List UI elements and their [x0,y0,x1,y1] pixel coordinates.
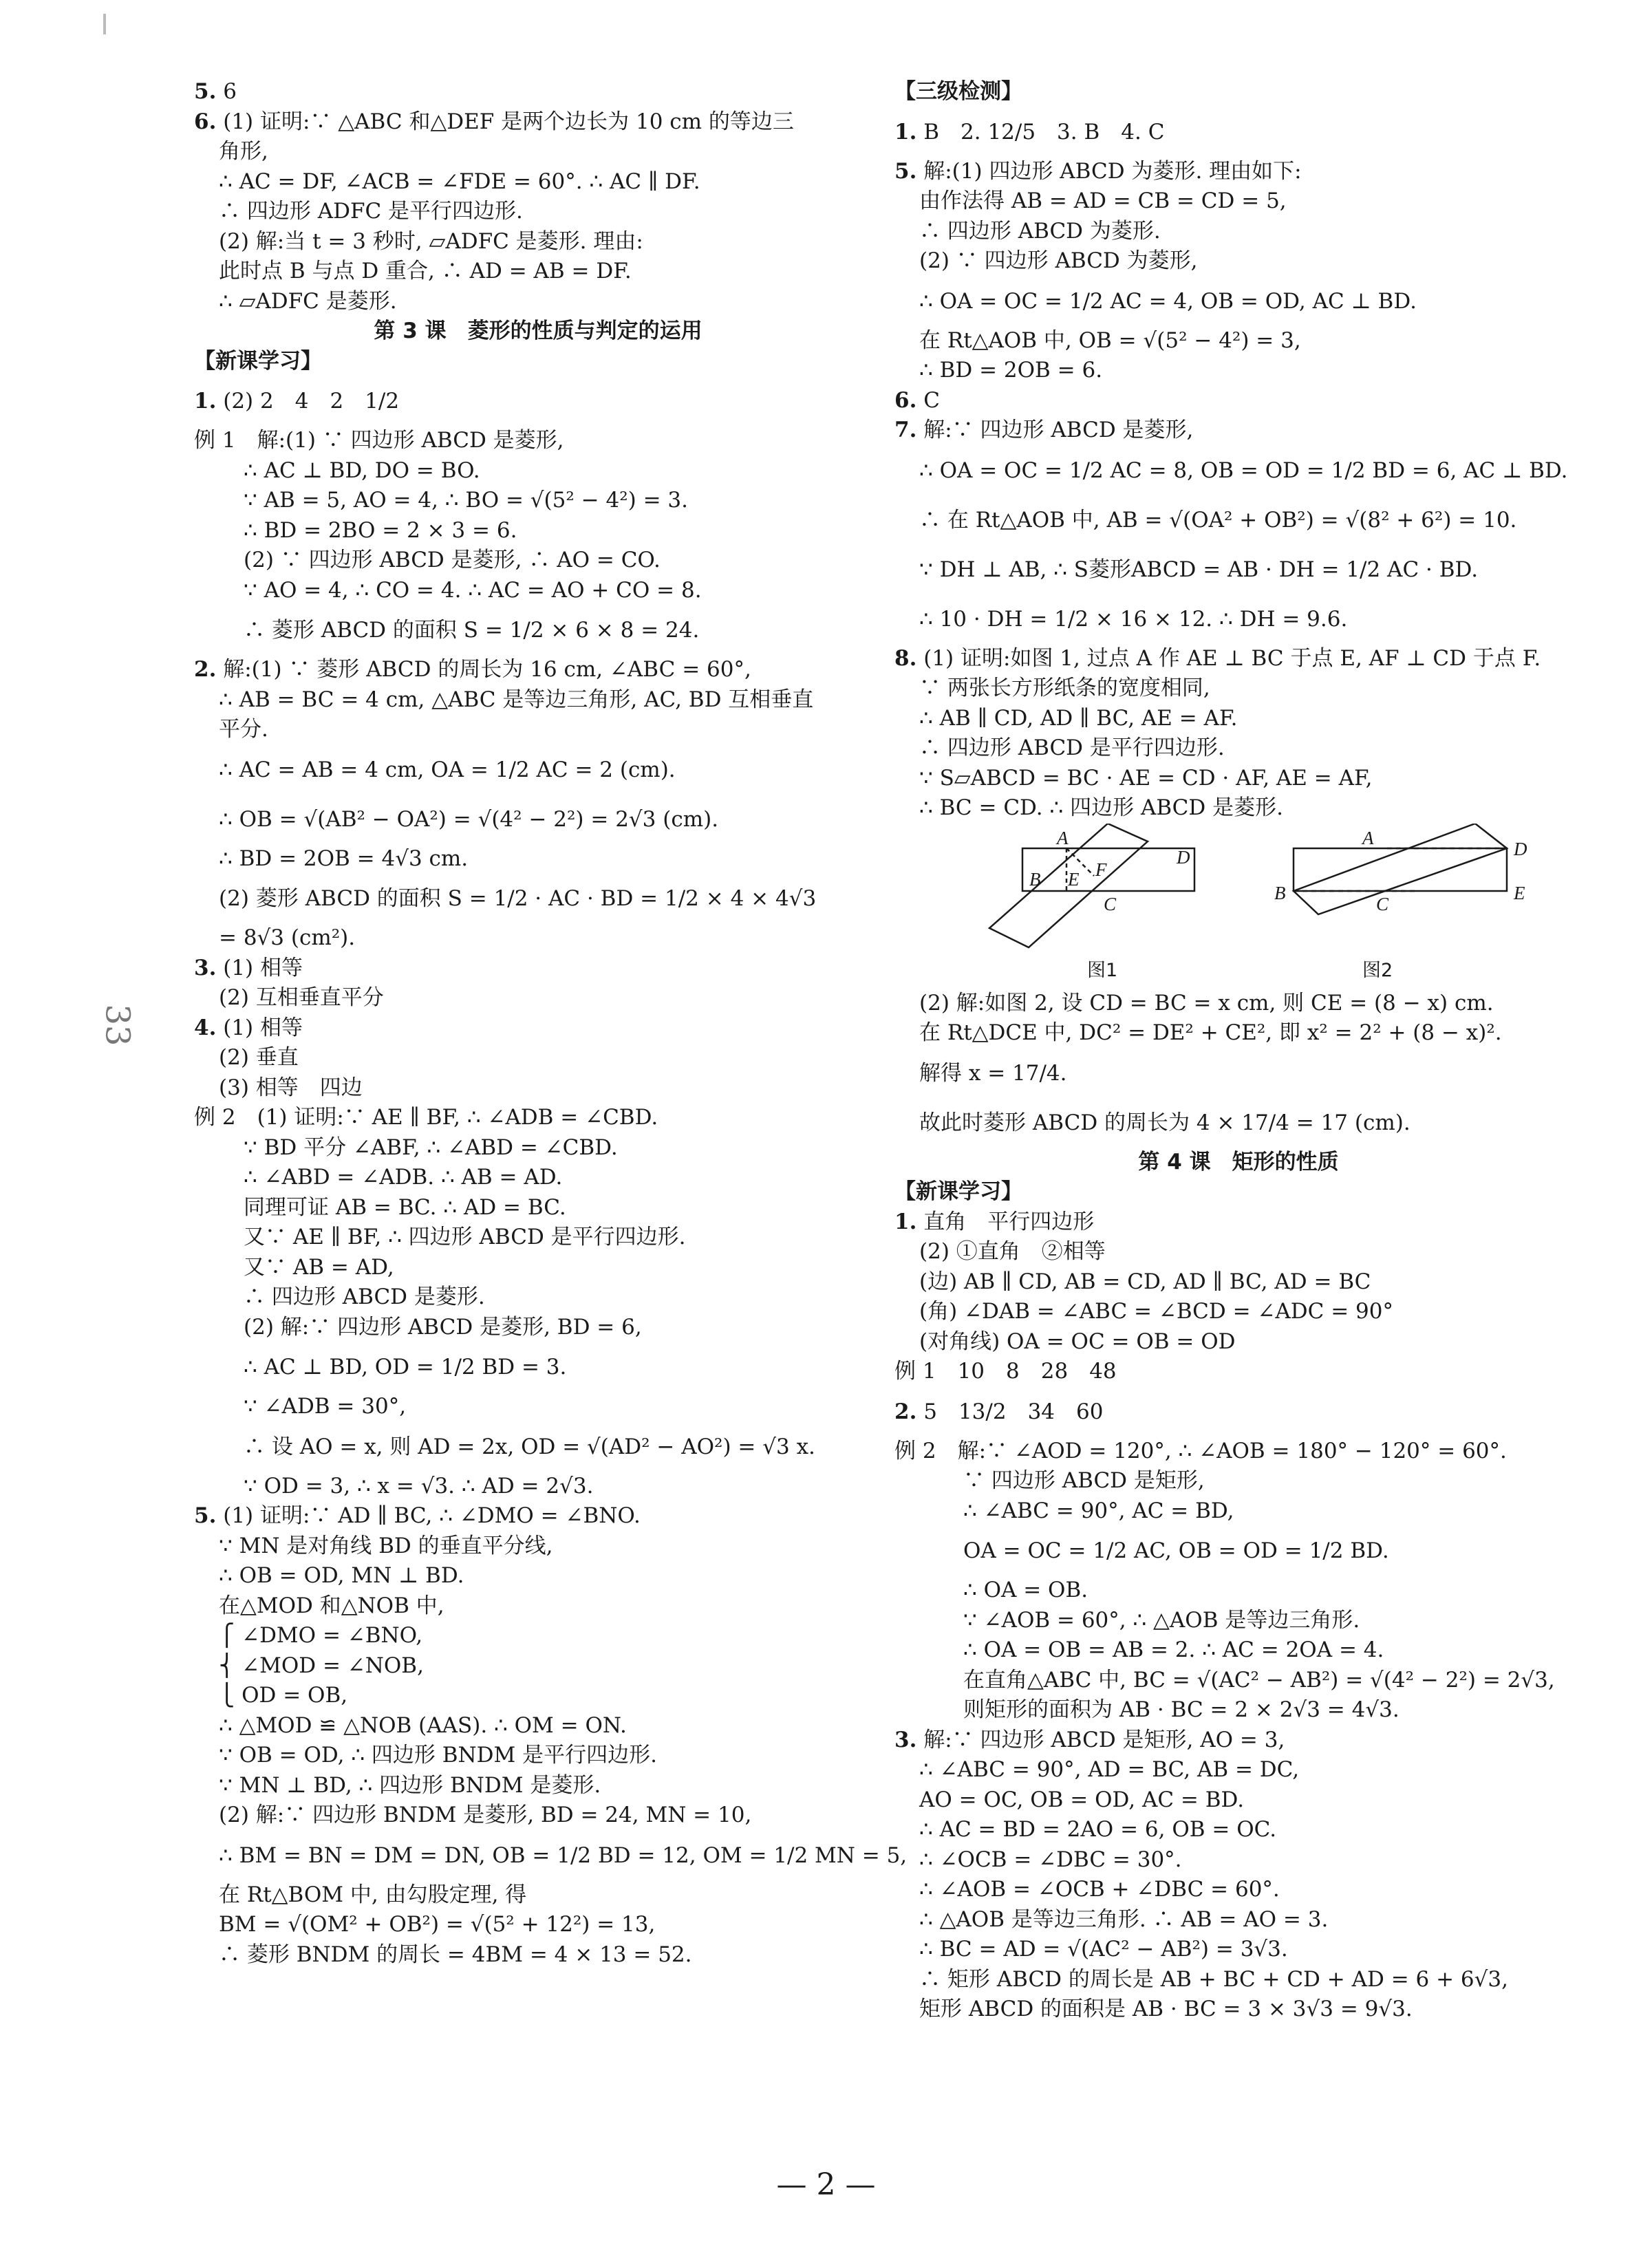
answer-line: 5. 解:(1) 四边形 ABCD 为菱形. 理由如下: [894,158,1302,184]
answer-line: ∵ AB = 5, AO = 4, ∴ BO = √(5² − 4²) = 3. [244,488,688,513]
fig2-tilted-strip [1294,824,1507,914]
answer-line: 又∵ AB = AD, [244,1254,394,1280]
answer-line: 5. (1) 证明:∵ AD ∥ BC, ∴ ∠DMO = ∠BNO. [194,1503,641,1528]
answer-line: 在直角△ABC 中, BC = √(AC² − AB²) = √(4² − 2²) = 2√3, [963,1667,1555,1693]
answer-line: ∴ BC = AD = √(AC² − AB²) = 3√3. [919,1937,1288,1962]
answer-line: (2) ∵ 四边形 ABCD 是菱形, ∴ AO = CO. [244,548,661,572]
section-heading: 【新课学习】 [894,1179,1022,1204]
answer-line: 4. (1) 相等 [194,1015,303,1040]
answer-line: ∵ OB = OD, ∴ 四边形 BNDM 是平行四边形. [219,1743,657,1768]
answer-line: ∴ 矩形 ABCD 的周长是 AB + BC + CD + AD = 6 + 6√3, [919,1966,1508,1992]
answer-line: ∴ BD = 2BO = 2 × 3 = 6. [244,517,517,543]
brace-line: ⎨ ∠MOD = ∠NOB, [219,1653,424,1678]
fig1-label: F [1095,859,1107,880]
answer-line: ∴ OA = OB = AB = 2. ∴ AC = 2OA = 4. [963,1637,1384,1662]
answer-line: = 8√3 (cm²). [219,925,356,950]
answer-line: ∴ BM = BN = DM = DN, OB = 1/2 BD = 12, OM = 1/2 MN = 5, [219,1843,908,1868]
answer-line: 8. (1) 证明:如图 1, 过点 A 作 AE ⊥ BC 于点 E, AF ⊥ CD 于点 F. [894,645,1541,671]
answer-line: ∴ 四边形 ABCD 是平行四边形. [919,735,1225,760]
answer-line: ∴ ▱ADFC 是菱形. [219,288,397,314]
section-heading: 【新课学习】 [194,348,322,374]
margin-mark: 33 [98,1004,137,1046]
answer-line: ∴ AC = DF, ∠ACB = ∠FDE = 60°. ∴ AC ∥ DF. [219,169,700,194]
answer-line: ∴ AB = BC = 4 cm, △ABC 是等边三角形, AC, BD 互相垂直 [219,687,814,712]
answer-line: (2) 菱形 ABCD 的面积 S = 1/2 · AC · BD = 1/2 × 4 × 4√3 [219,886,817,911]
answer-line: 1. B 2. 12/5 3. B 4. C [894,119,1165,144]
fig1-label: E [1068,868,1080,890]
answer-line: ∵ ∠ADB = 30°, [244,1394,407,1419]
answer-line: ∴ ∠ABD = ∠ADB. ∴ AB = AD. [244,1165,563,1190]
answer-line: ∴ BD = 2OB = 6. [919,358,1103,383]
example-line: 例 2 (1) 证明:∵ AE ∥ BF, ∴ ∠ADB = ∠CBD. [194,1105,658,1130]
answer-line: 6. C [894,387,940,413]
answer-line: ∴ AC = AB = 4 cm, OA = 1/2 AC = 2 (cm). [219,757,676,782]
fig2-label: A [1362,827,1374,848]
page-number: — 2 — [776,2167,876,2202]
fig1-label: D [1177,846,1190,868]
fig1-label: C [1104,893,1117,914]
fig2-horizontal-strip [1294,848,1507,891]
answer-line: ∵ OD = 3, ∴ x = √3. ∴ AD = 2√3. [244,1473,594,1499]
answer-line: ∵ S▱ABCD = BC · AE = CD · AF, AE = AF, [919,765,1373,791]
answer-line: 5. 6 [194,79,237,104]
answer-line: 6. (1) 证明:∵ △ABC 和△DEF 是两个边长为 10 cm 的等边三 [194,109,794,134]
answer-line: (3) 相等 四边 [219,1075,363,1100]
answer-line: ∵ 四边形 ABCD 是矩形, [963,1468,1205,1493]
answer-line: ∴ AC ⊥ BD, OD = 1/2 BD = 3. [244,1355,567,1379]
answer-line: ∴ △MOD ≌ △NOB (AAS). ∴ OM = ON. [219,1712,627,1738]
answer-line: 又∵ AE ∥ BF, ∴ 四边形 ABCD 是平行四边形. [244,1225,686,1249]
answer-line: (2) 解:当 t = 3 秒时, ▱ADFC 是菱形. 理由: [219,228,643,254]
answer-line: 解得 x = 17/4. [919,1060,1067,1086]
answer-line: (2) 解:∵ 四边形 BNDM 是菱形, BD = 24, MN = 10, [219,1803,752,1827]
fig2-label: D [1514,838,1527,859]
answer-line: ∴ OB = √(AB² − OA²) = √(4² − 2²) = 2√3 (cm). [219,806,719,832]
fig1-label: A [1057,827,1069,848]
answer-line: ∴ AB ∥ CD, AD ∥ BC, AE = AF. [919,705,1238,731]
brace-line: ⎧ ∠DMO = ∠BNO, [219,1623,423,1648]
answer-line: 角形, [219,139,268,164]
answer-line: 由作法得 AB = AD = CB = CD = 5, [919,189,1287,213]
answer-line: (2) 解:如图 2, 设 CD = BC = x cm, 则 CE = (8 − x) cm. [919,990,1494,1016]
answer-line: 在 Rt△DCE 中, DC² = DE² + CE², 即 x² = 2² + (8 − x)². [919,1020,1502,1045]
figure-1-diagram [894,824,1583,989]
answer-line: ∴ OA = OC = 1/2 AC = 4, OB = OD, AC ⊥ BD. [919,288,1417,314]
right-column [894,77,1583,2025]
example-line: 例 1 解:(1) ∵ 四边形 ABCD 是菱形, [194,428,564,453]
answer-line: (2) 垂直 [219,1045,299,1070]
example-line: 例 1 10 8 28 48 [894,1359,1117,1384]
answer-line: ∴ BD = 2OB = 4√3 cm. [219,846,469,871]
answer-line: ∵ ∠AOB = 60°, ∴ △AOB 是等边三角形. [963,1607,1360,1633]
answer-line: ∴ 菱形 BNDM 的周长 = 4BM = 4 × 13 = 52. [219,1942,692,1967]
answer-line: 此时点 B 与点 D 重合, ∴ AD = AB = DF. [219,259,632,283]
answer-line: 3. 解:∵ 四边形 ABCD 是矩形, AO = 3, [894,1727,1285,1752]
answer-line: 2. 5 13/2 34 60 [894,1399,1104,1424]
answer-line: ∴ OB = OD, MN ⊥ BD. [219,1563,464,1588]
answer-line: OA = OC = 1/2 AC, OB = OD = 1/2 BD. [963,1538,1389,1563]
answer-line: (2) ①直角 ②相等 [919,1239,1106,1264]
scan-mark [103,14,106,34]
answer-line: ∴ ∠OCB = ∠DBC = 30°. [919,1847,1182,1872]
answer-line: ∴ △AOB 是等边三角形. ∴ AB = AO = 3. [919,1906,1329,1932]
example-line: 例 2 解:∵ ∠AOD = 120°, ∴ ∠AOB = 180° − 120° = 60°. [894,1438,1507,1463]
answer-line: 1. 直角 平行四边形 [894,1209,1095,1234]
answer-line: ∴ AC = BD = 2AO = 6, OB = OC. [919,1817,1277,1842]
answer-line: (2) ∵ 四边形 ABCD 为菱形, [919,248,1198,273]
figures-row [894,824,1583,989]
answer-line: 2. 解:(1) ∵ 菱形 ABCD 的周长为 16 cm, ∠ABC = 60°, [194,657,751,682]
answer-line: ∴ 在 Rt△AOB 中, AB = √(OA² + OB²) = √(8² + 6²) = 10. [919,507,1517,533]
answer-line: (2) 解:∵ 四边形 ABCD 是菱形, BD = 6, [244,1314,642,1340]
answer-line: ∴ 菱形 ABCD 的面积 S = 1/2 × 6 × 8 = 24. [244,618,700,643]
answer-line: 矩形 ABCD 的面积是 AB · BC = 3 × 3√3 = 9√3. [919,1997,1413,2021]
answer-line: 7. 解:∵ 四边形 ABCD 是菱形, [894,418,1194,442]
section-heading: 【三级检测】 [894,79,1022,104]
fig1-label: B [1029,868,1041,890]
answer-line: ∴ 四边形 ABCD 是菱形. [244,1285,485,1309]
answer-line: 平分. [219,717,268,742]
answer-line: 在△MOD 和△NOB 中, [219,1593,444,1618]
answer-line: ∵ AO = 4, ∴ CO = 4. ∴ AC = AO + CO = 8. [244,577,702,603]
answer-line: (边) AB ∥ CD, AB = CD, AD ∥ BC, AD = BC [919,1269,1371,1294]
answer-line: ∴ ∠ABC = 90°, AC = BD, [963,1498,1234,1523]
answer-line: ∴ ∠ABC = 90°, AD = BC, AB = DC, [919,1757,1300,1782]
answer-line: 在 Rt△AOB 中, OB = √(5² − 4²) = 3, [919,327,1301,353]
fig1-horizontal-strip [1022,848,1194,891]
answer-line: ∵ MN 是对角线 BD 的垂直平分线, [219,1533,553,1558]
answer-line: (角) ∠DAB = ∠ABC = ∠BCD = ∠ADC = 90° [919,1299,1393,1324]
answer-line: 在 Rt△BOM 中, 由勾股定理, 得 [219,1882,527,1907]
answer-line: ∵ BD 平分 ∠ABF, ∴ ∠ABD = ∠CBD. [244,1135,618,1160]
fig2-label: E [1514,882,1525,903]
answer-line: (对角线) OA = OC = OB = OD [919,1329,1236,1354]
fig2-label: B [1274,882,1286,903]
fig2-caption: 图2 [1362,959,1393,981]
fig1-caption: 图1 [1087,959,1118,981]
answer-line: ∴ 设 AO = x, 则 AD = 2x, OD = √(AD² − AO²) = √3 x. [244,1434,815,1459]
answer-line: ∴ OA = OC = 1/2 AC = 8, OB = OD = 1/2 BD = 6, AC ⊥ BD. [919,458,1568,483]
answer-line: ∴ OA = OB. [963,1578,1088,1602]
lesson-title: 第 3 课 菱形的性质与判定的运用 [374,319,702,343]
answer-line: ∴ ∠AOB = ∠OCB + ∠DBC = 60°. [919,1877,1280,1902]
answer-line: 3. (1) 相等 [194,955,303,980]
answer-line: 同理可证 AB = BC. ∴ AD = BC. [244,1194,566,1220]
answer-line: (2) 互相垂直平分 [219,985,384,1010]
fig2-label: C [1376,893,1389,914]
answer-line: ∵ DH ⊥ AB, ∴ S菱形ABCD = AB · DH = 1/2 AC · BD. [919,557,1479,582]
answer-line: 则矩形的面积为 AB · BC = 2 × 2√3 = 4√3. [963,1697,1399,1722]
answer-line: ∵ 两张长方形纸条的宽度相同, [919,676,1210,700]
answer-line: ∴ 10 · DH = 1/2 × 16 × 12. ∴ DH = 9.6. [919,606,1348,632]
answer-line: ∴ BC = CD. ∴ 四边形 ABCD 是菱形. [919,795,1283,820]
answer-line: ∵ MN ⊥ BD, ∴ 四边形 BNDM 是菱形. [219,1772,601,1798]
answer-line: ∴ 四边形 ADFC 是平行四边形. [219,199,523,224]
answer-line: 故此时菱形 ABCD 的周长为 4 × 17/4 = 17 (cm). [919,1110,1410,1135]
lesson-title: 第 4 课 矩形的性质 [1138,1149,1339,1174]
answer-line: 1. (2) 2 4 2 1/2 [194,389,400,413]
answer-line: AO = OC, OB = OD, AC = BD. [919,1787,1245,1812]
left-column [194,77,908,1970]
answer-line: ∴ 四边形 ABCD 为菱形. [919,218,1161,244]
answer-line: ∴ AC ⊥ BD, DO = BO. [244,458,480,483]
answer-line: BM = √(OM² + OB²) = √(5² + 12²) = 13, [219,1912,656,1937]
brace-line: ⎩ OD = OB, [219,1683,348,1708]
